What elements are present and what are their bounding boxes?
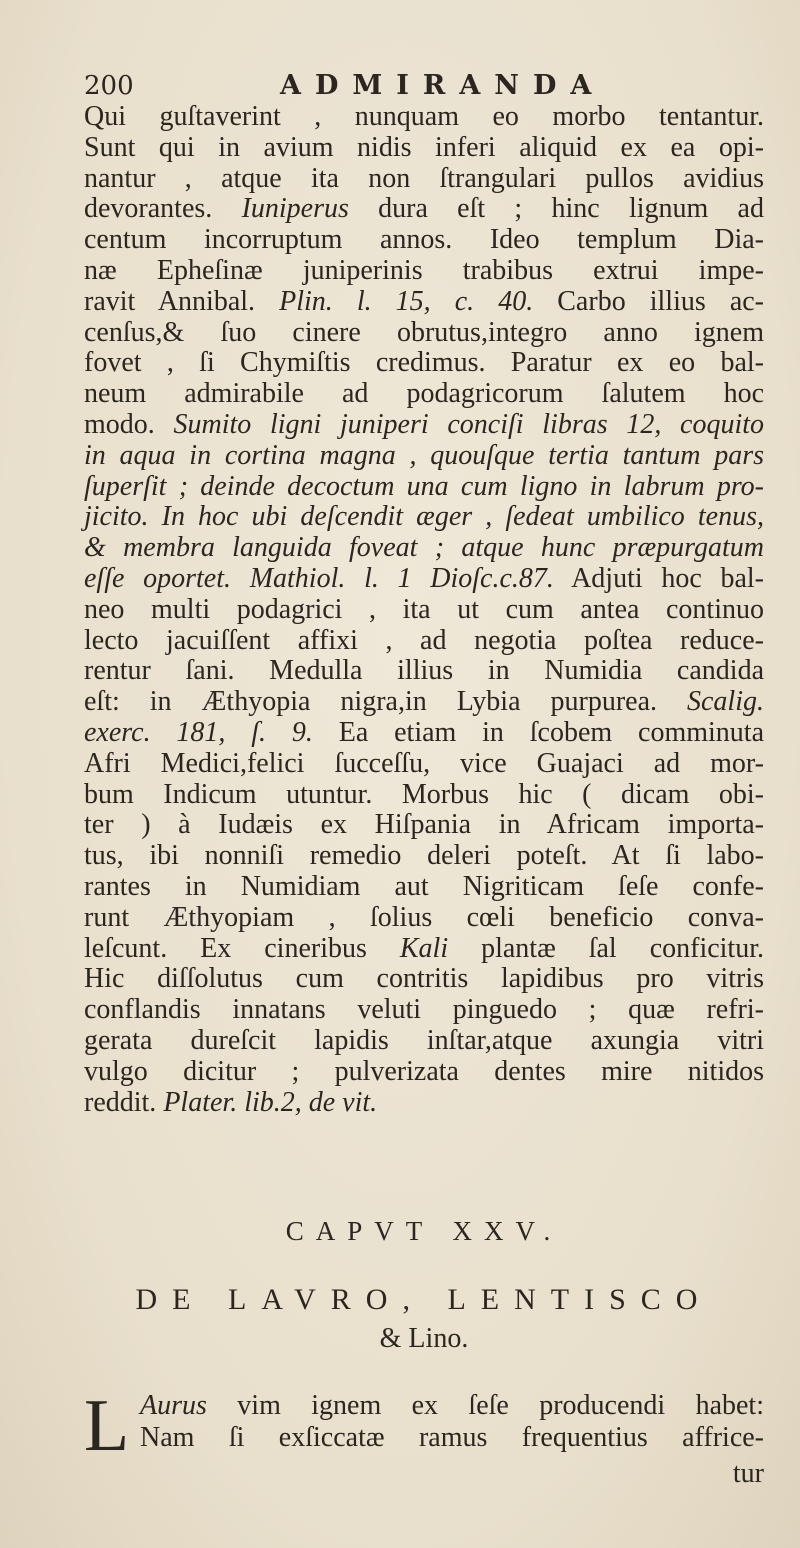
text-line <box>84 318 764 349</box>
text-line <box>84 656 764 687</box>
text-line <box>140 1422 764 1454</box>
section-lines <box>84 1385 764 1467</box>
text-line <box>84 810 764 841</box>
text-run: Afri Medici,felici ſucceſſu, vice Guajaci ad mor- <box>84 747 764 779</box>
text-line <box>84 780 764 811</box>
text-line <box>84 256 764 287</box>
text-run: Adjuti hoc bal- <box>553 562 764 594</box>
text-run: Qui guſtaverint , nunquam eo morbo tentantur. <box>84 101 764 132</box>
text-line <box>84 903 764 934</box>
text-run: rantes in Numidiam aut Nigriticam ſeſe confe- <box>84 870 764 902</box>
text-run: tus, ibi nonniſi remedio deleri poteſt. At ſi labo- <box>84 840 764 872</box>
text-line <box>84 410 764 441</box>
text-run: devorantes. <box>84 193 242 225</box>
italic-run: Aurus <box>140 1390 207 1421</box>
text-run: lecto jacuiſſent affixi , ad negotia poſtea reduce- <box>84 624 764 656</box>
text-run: neo multi podagrici , ita ut cum antea continuo <box>84 593 764 625</box>
text-line <box>84 287 764 318</box>
italic-run: in aqua in cortina magna , quouſque tertia tantum pars <box>84 439 764 471</box>
text-line <box>84 1026 764 1057</box>
running-header <box>84 66 764 106</box>
text-run: rentur ſani. Medulla illius in Numidia candida <box>84 655 764 687</box>
italic-run: Scalig. <box>687 686 764 718</box>
text-run: eſt: in Æthyopia nigra,in Lybia purpurea. <box>84 686 687 718</box>
text-line <box>84 194 764 225</box>
text-run: vulgo dicitur ; pulverizata dentes mire nitidos <box>84 1055 764 1087</box>
section-paragraph <box>84 1385 764 1467</box>
text-run: Ea etiam in ſcobem comminuta <box>312 716 764 748</box>
body-text <box>84 102 764 1118</box>
text-run: nantur , atque ita non ſtrangulari pullos avidius <box>84 162 764 194</box>
text-run: reddit. <box>84 1086 164 1118</box>
italic-run: Kali <box>399 932 449 964</box>
text-run: Nam ſi exſiccatæ ramus frequentius affrice- <box>140 1422 764 1453</box>
text-run: gerata dureſcit lapidis inſtar,atque axungia vitri <box>84 1024 764 1056</box>
italic-run: ſuperſit ; deinde decoctum una cum ligno in labrum pro- <box>84 470 764 502</box>
text-line <box>84 348 764 379</box>
text-line <box>84 472 764 503</box>
text-line <box>84 687 764 718</box>
chapter-title: DE LAVRO, LENTISCO <box>135 1283 713 1316</box>
text-run: næ Epheſinæ juniperinis trabibus extrui impe- <box>84 254 764 286</box>
text-line <box>84 1088 764 1119</box>
italic-run: Plin. l. 15, c. 40. <box>279 285 534 317</box>
text-line <box>84 225 764 256</box>
chapter-subtitle: & Lino. <box>379 1323 469 1354</box>
text-line <box>84 1057 764 1088</box>
text-run: vim ignem ex ſeſe producendi habet: <box>206 1390 764 1421</box>
text-line <box>84 533 764 564</box>
text-line <box>84 379 764 410</box>
page-number: 200 <box>84 71 134 101</box>
text-line <box>84 595 764 626</box>
text-run: bum Indicum utuntur. Morbus hic ( dicam obi- <box>84 778 764 810</box>
text-run: modo. <box>84 408 174 440</box>
text-run: neum admirabile ad podagricorum ſalutem hoc <box>84 378 764 410</box>
text-line <box>140 1390 764 1422</box>
text-run: ravit Annibal. <box>84 285 280 317</box>
italic-run: eſſe oportet. Mathiol. l. 1 Dioſc.c.87. <box>84 562 554 594</box>
text-run: centum incorruptum annos. Ideo templum Dia- <box>84 224 764 256</box>
text-line <box>84 749 764 780</box>
text-run: Hic diſſolutus cum contritis lapidibus pro vitris <box>84 963 764 995</box>
italic-run: exerc. 181, ſ. 9. <box>84 716 313 748</box>
text-line <box>84 133 764 164</box>
text-run: plantæ ſal conficitur. <box>448 932 764 964</box>
italic-run: jicito. In hoc ubi deſcendit æger , ſedeat umbilico tenus, <box>84 501 764 533</box>
catchword: tur <box>732 1458 764 1489</box>
text-line <box>84 964 764 995</box>
text-run: Sunt qui in avium nidis inferi aliquid ex ea opi- <box>84 131 764 163</box>
italic-run: Sumito ligni juniperi conciſi libras 12, coquito <box>173 408 765 440</box>
chapter-heading: CAPVT XXV. <box>285 1216 563 1246</box>
text-line <box>84 564 764 595</box>
text-line <box>84 872 764 903</box>
text-run: cenſus,& ſuo cinere obrutus,integro anno ignem <box>84 316 764 348</box>
text-run: conflandis innatans veluti pinguedo ; quæ refri- <box>84 994 764 1026</box>
italic-run: Plater. lib.2, de vit. <box>163 1086 378 1118</box>
italic-run: Iuniperus <box>241 193 349 225</box>
text-line <box>84 626 764 657</box>
text-line <box>84 102 764 133</box>
text-line <box>84 502 764 533</box>
text-line <box>84 934 764 965</box>
text-run: Carbo illius ac- <box>533 285 764 317</box>
text-run: ter ) à Iudæis ex Hiſpania in Africam importa- <box>84 809 764 841</box>
text-line <box>84 441 764 472</box>
text-run: leſcunt. Ex cineribus <box>84 932 400 964</box>
text-line <box>84 995 764 1026</box>
text-line <box>84 164 764 195</box>
text-run: dura eſt ; hinc lignum ad <box>348 193 764 225</box>
italic-run: & membra languida foveat ; atque hunc præpurgatum <box>84 532 764 564</box>
text-line <box>84 841 764 872</box>
text-line <box>84 718 764 749</box>
text-run: fovet , ſi Chymiſtis credimus. Paratur ex eo bal- <box>84 347 764 379</box>
drop-cap: L <box>84 1385 130 1467</box>
running-title: ADMIRANDA <box>280 70 606 101</box>
text-run: runt Æthyopiam , ſolius cœli beneficio conva- <box>84 901 764 933</box>
